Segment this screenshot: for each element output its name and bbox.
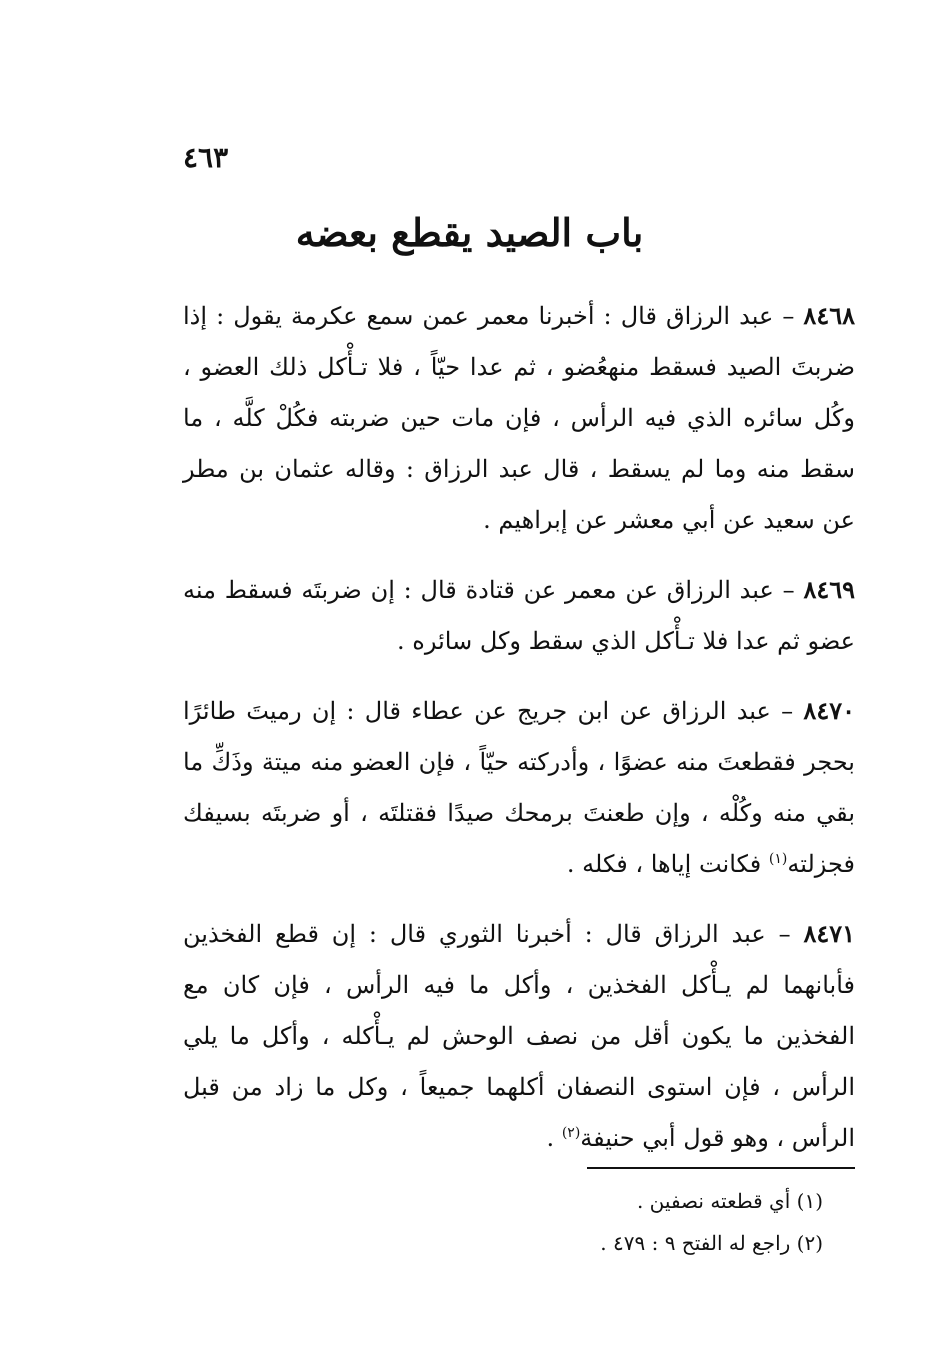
- paragraph-text: – عبد الرزاق قال : أخبرنا معمر عمن سمع عكرمة يقول : إذا ضربتَ الصيد فسقط منهعُضو ، ثم عدا حيّاً ، فلا تـأْكل ذلك العضو ، وكُل سائره الذي فيه الرأس ، فإن مات حين ضربته فكُلْ كلَّه ، ما سقط منه وما لم يسقط ، قال عبد الرزاق : وقاله عثمان بن مطر عن سعيد عن أبي معشر عن إبراهيم .: [183, 302, 855, 534]
- body-text: [183, 290, 855, 1182]
- paragraph-text: – عبد الرزاق عن معمر عن قتادة قال : إن ضربتَه فسقط منه عضو ثم عدا فلا تـأْكل الذي سقط وكل سائره .: [183, 576, 855, 655]
- chapter-title: باب الصيد يقطع بعضه: [295, 210, 644, 255]
- paragraph-text: – عبد الرزاق عن ابن جريج عن عطاء قال : إن رميتَ طائرًا بحجر فقطعتَ منه عضوًا ، وأدركته حيّاً ، فإن العضو منه ميتة وذَكِّ ما بقي منه وكُلْه ، وإن طعنتَ برمحك صيدًا فقتلتَه ، أو ضربتَه بسيفك فجزلته: [183, 697, 855, 878]
- footnote-reference: (٢): [561, 1125, 581, 1141]
- hadith-number: ٨٤٦٩: [803, 575, 856, 604]
- paragraph-text-after: فكانت إياها ، فكله .: [566, 850, 769, 878]
- hadith-number: ٨٤٧٠: [803, 696, 855, 725]
- paragraph-8471: [183, 908, 855, 1164]
- paragraph-8469: [183, 564, 855, 667]
- paragraph-text-after: .: [546, 1124, 562, 1152]
- paragraph-text: – عبد الرزاق قال : أخبرنا الثوري قال : إن قطع الفخذين فأبانهما لم يـأْكل الفخذين ، وأكل ما فيه الرأس ، فإن كان مع الفخذين ما يكون أقل من نصف الوحش لم يـأْكله ، وأكل ما يلي الرأس ، فإن استوى النصفان أكلهما جميعاً ، وكل ما زاد من قبل الرأس ، وهو قول أبي حنيفة: [183, 920, 855, 1152]
- footnote-2: (٢) راجع له الفتح ٩ : ٤٧٩ .: [600, 1231, 823, 1255]
- footnote-reference: (١): [768, 851, 788, 867]
- footnote-divider: [587, 1167, 855, 1169]
- paragraph-8470: [183, 685, 855, 890]
- footnote-1: (١) أي قطعته نصفين .: [636, 1189, 823, 1213]
- hadith-number: ٨٤٦٨: [803, 301, 855, 330]
- footnotes: [183, 1180, 823, 1264]
- paragraph-8468: [183, 290, 855, 546]
- hadith-number: ٨٤٧١: [803, 919, 855, 948]
- page-number: ٤٦٣: [183, 141, 229, 174]
